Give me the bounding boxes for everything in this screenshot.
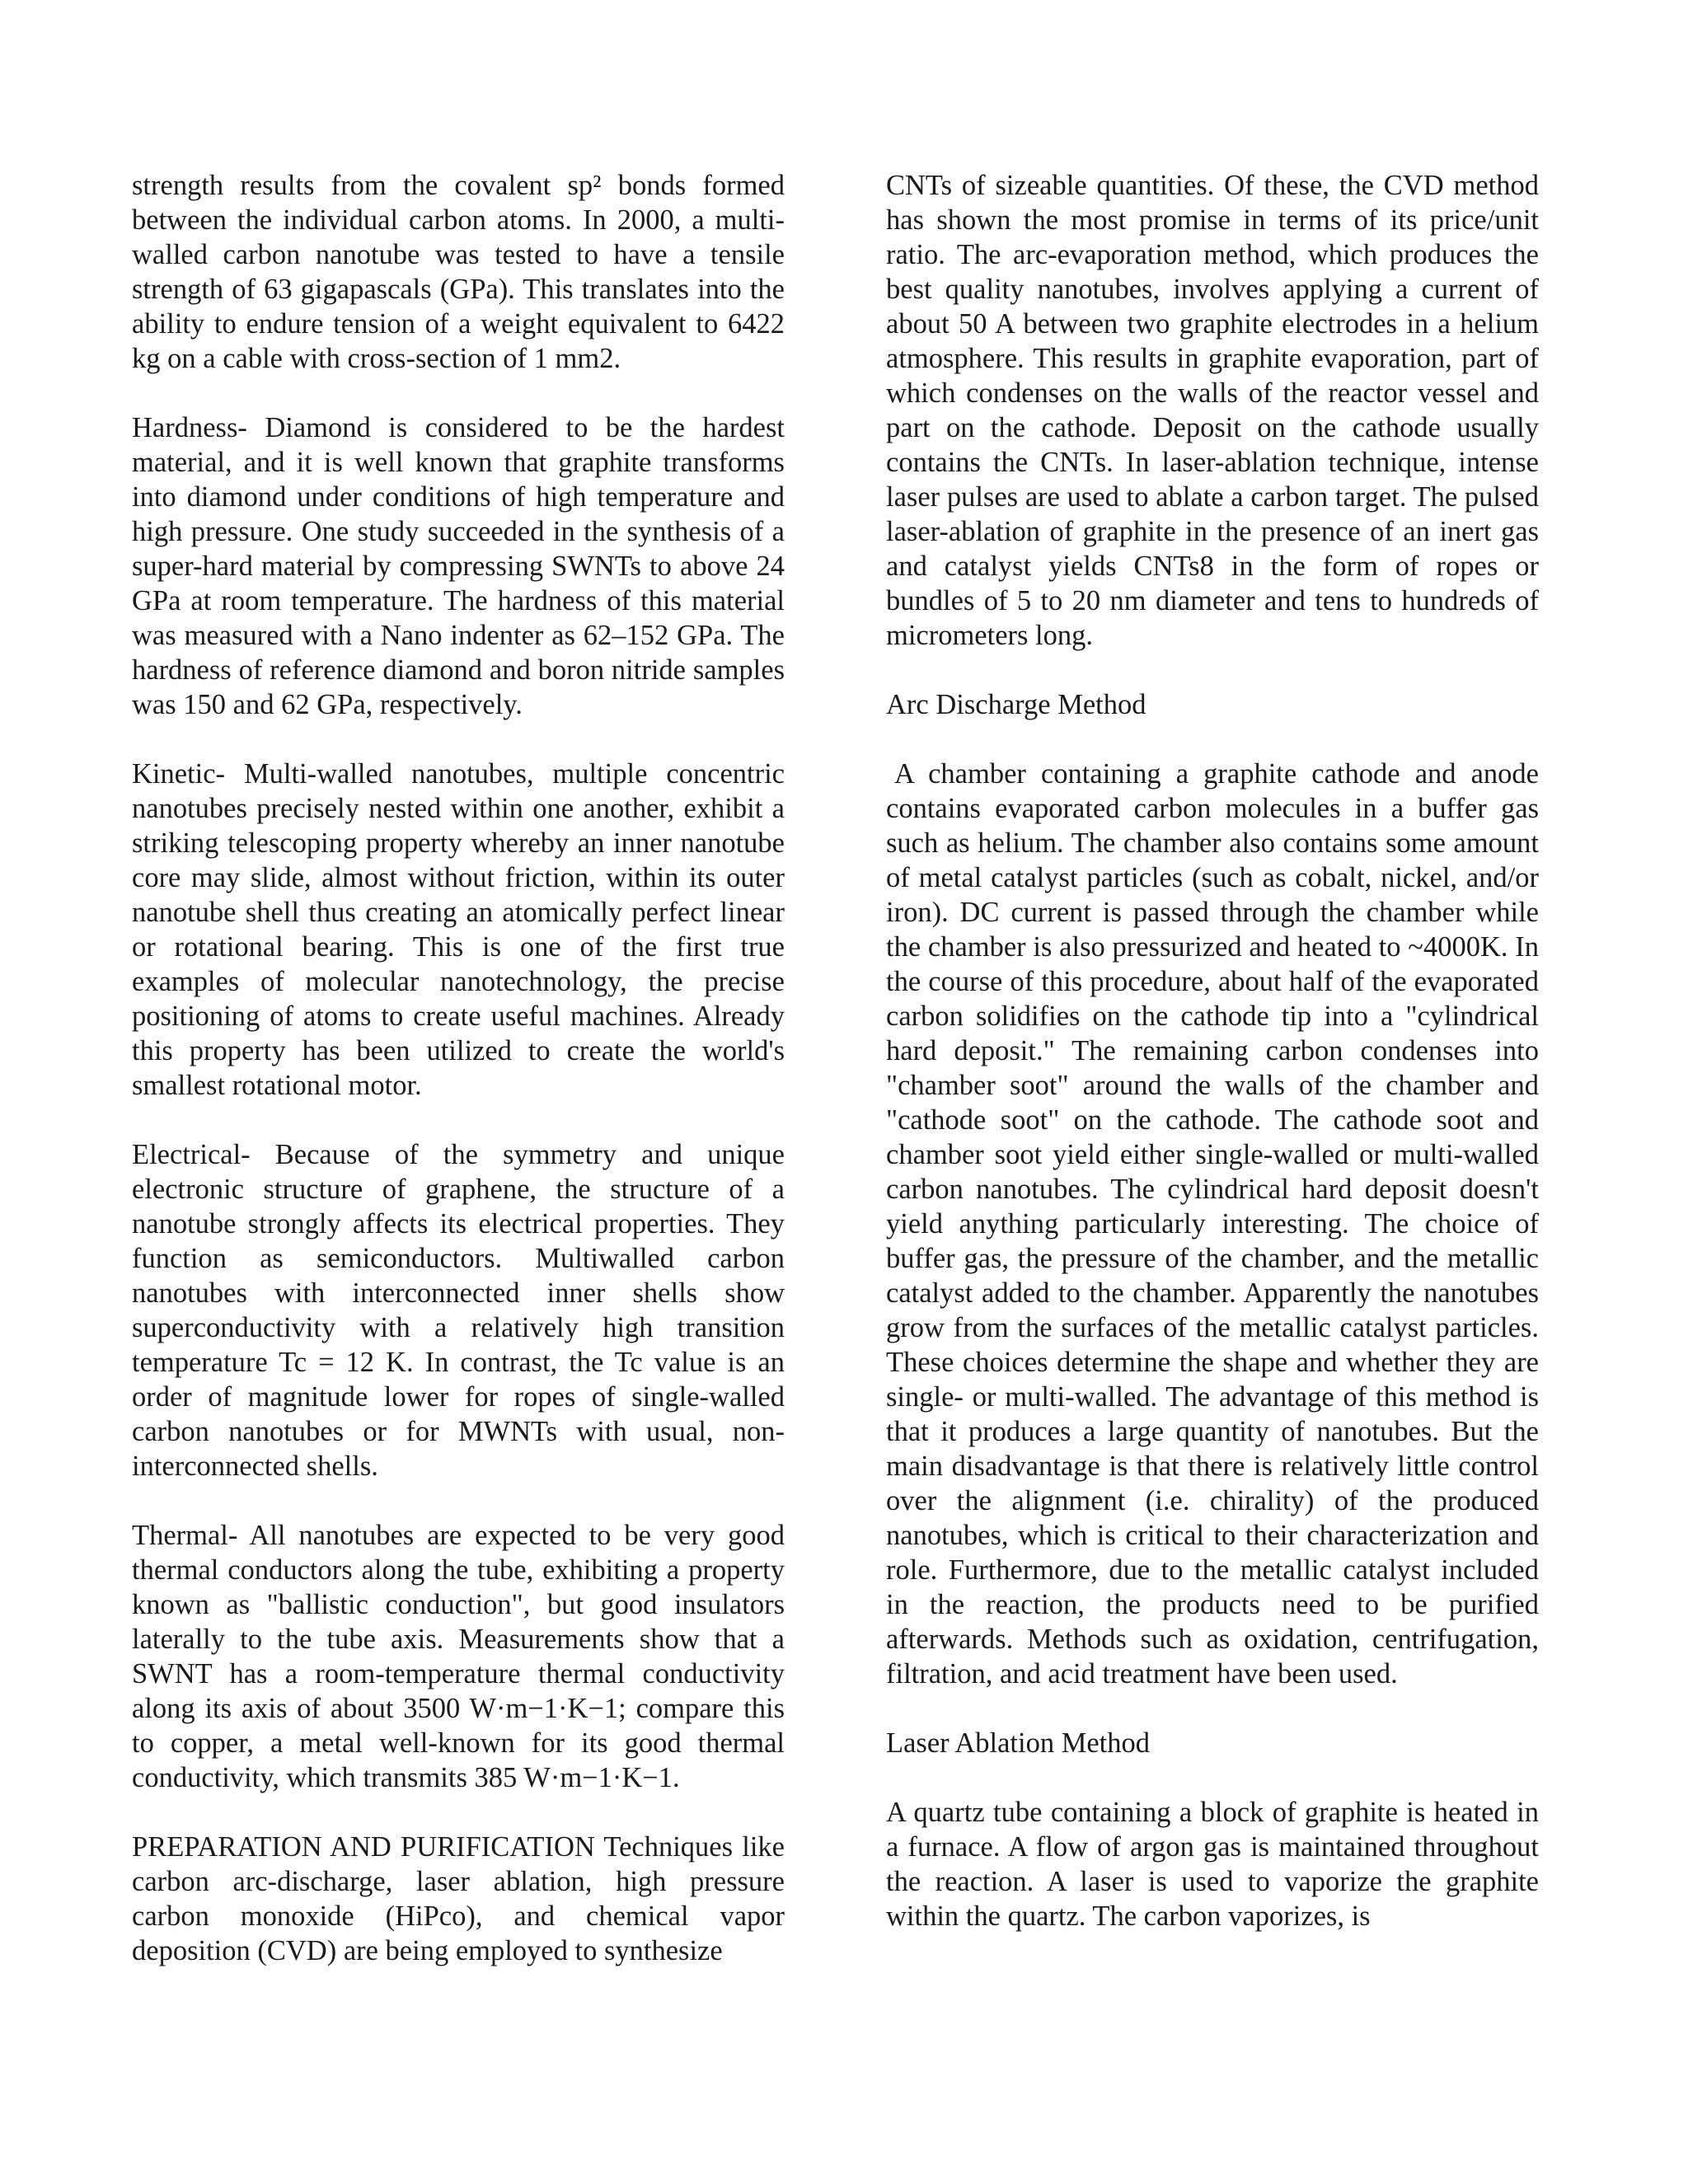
left-column	[132, 168, 785, 2003]
paragraph-thermal: Thermal- All nanotubes are expected to be very good thermal conductors along the tube, exhibiting a property known as "ballistic conduction", but good insulators laterally to the tube axis. Measurements show that a SWNT has a room-temperature thermal conductivity along its axis of about 3500 W·m−1·K−1; compare this to copper, a metal well-known for its good thermal conductivity, which transmits 385 W·m−1·K−1.	[132, 1520, 785, 1793]
paragraph-hardness: Hardness- Diamond is considered to be the hardest material, and it is well known that graphite transforms into diamond under conditions of high temperature and high pressure. One study succeeded in the synthesis of a super-hard material by compressing SWNTs to above 24 GPa at room temperature. The hardness of this material was measured with a Nano indenter as 62–152 GPa. The hardness of reference diamond and boron nitride samples was 150 and 62 GPa, respectively.	[132, 412, 785, 720]
paragraph-laser-ablation: A quartz tube containing a block of graphite is heated in a furnace. A flow of argon gas is maintained throughout the reaction. A laser is used to vaporize the graphite within the quartz. The carbon vaporizes, is	[886, 1797, 1539, 1932]
paragraph-preparation: PREPARATION AND PURIFICATION Techniques like carbon arc-discharge, laser ablation, high pressure carbon monoxide (HiPco), and chemical vapor deposition (CVD) are being employed to synthesize	[132, 1831, 785, 1966]
right-column	[886, 168, 1539, 1968]
paragraph-arc-discharge: A chamber containing a graphite cathode and anode contains evaporated carbon molecules in a buffer gas such as helium. The chamber also contains some amount of metal catalyst particles (such as cobalt, nickel, and/or iron). DC current is passed through the chamber while the chamber is also pressurized and heated to ~4000K. In the course of this procedure, about half of the evaporated carbon solidifies on the cathode tip into a "cylindrical hard deposit." The remaining carbon condenses into "chamber soot" around the walls of the chamber and "cathode soot" on the cathode. The cathode soot and chamber soot yield either single-walled or multi-walled carbon nanotubes. The cylindrical hard deposit doesn't yield anything particularly interesting. The choice of buffer gas, the pressure of the chamber, and the metallic catalyst added to the chamber. Apparently the nanotubes grow from the surfaces of the metallic catalyst particles. These choices determine the shape and whether they are single- or multi-walled. The advantage of this method is that it produces a large quantity of nanotubes. But the main disadvantage is that there is relatively little control over the alignment (i.e. chirality) of the produced nanotubes, which is critical to their characterization and role. Furthermore, due to the metallic catalyst included in the reaction, the products need to be purified afterwards. Methods such as oxidation, centrifugation, filtration, and acid treatment have been used.	[886, 758, 1539, 1690]
paragraph-cnt-methods: CNTs of sizeable quantities. Of these, the CVD method has shown the most promise in terms of its price/unit ratio. The arc-evaporation method, which produces the best quality nanotubes, involves applying a current of about 50 A between two graphite electrodes in a helium atmosphere. This results in graphite evaporation, part of which condenses on the walls of the reactor vessel and part on the cathode. Deposit on the cathode usually contains the CNTs. In laser-ablation technique, intense laser pulses are used to ablate a carbon target. The pulsed laser-ablation of graphite in the presence of an inert gas and catalyst yields CNTs8 in the form of ropes or bundles of 5 to 20 nm diameter and tens to hundreds of micrometers long.	[886, 170, 1539, 651]
paragraph-tensile-strength: strength results from the covalent sp² bonds formed between the individual carbon atoms. In 2000, a multi-walled carbon nanotube was tested to have a tensile strength of 63 gigapascals (GPa). This translates into the ability to endure tension of a weight equivalent to 6422 kg on a cable with cross-section of 1 mm2.	[132, 170, 785, 374]
paragraph-electrical: Electrical- Because of the symmetry and unique electronic structure of graphene, the structure of a nanotube strongly affects its electrical properties. They function as semiconductors. Multiwalled carbon nanotubes with interconnected inner shells show superconductivity with a relatively high transition temperature Tc = 12 K. In contrast, the Tc value is an order of magnitude lower for ropes of single-walled carbon nanotubes or for MWNTs with usual, non-interconnected shells.	[132, 1139, 785, 1482]
paragraph-kinetic: Kinetic- Multi-walled nanotubes, multiple concentric nanotubes precisely nested within one another, exhibit a striking telescoping property whereby an inner nanotube core may slide, almost without friction, within its outer nanotube shell thus creating an atomically perfect linear or rotational bearing. This is one of the first true examples of molecular nanotechnology, the precise positioning of atoms to create useful machines. Already this property has been utilized to create the world's smallest rotational motor.	[132, 758, 785, 1101]
heading-arc-discharge: Arc Discharge Method	[886, 689, 1146, 720]
heading-laser-ablation: Laser Ablation Method	[886, 1727, 1151, 1759]
